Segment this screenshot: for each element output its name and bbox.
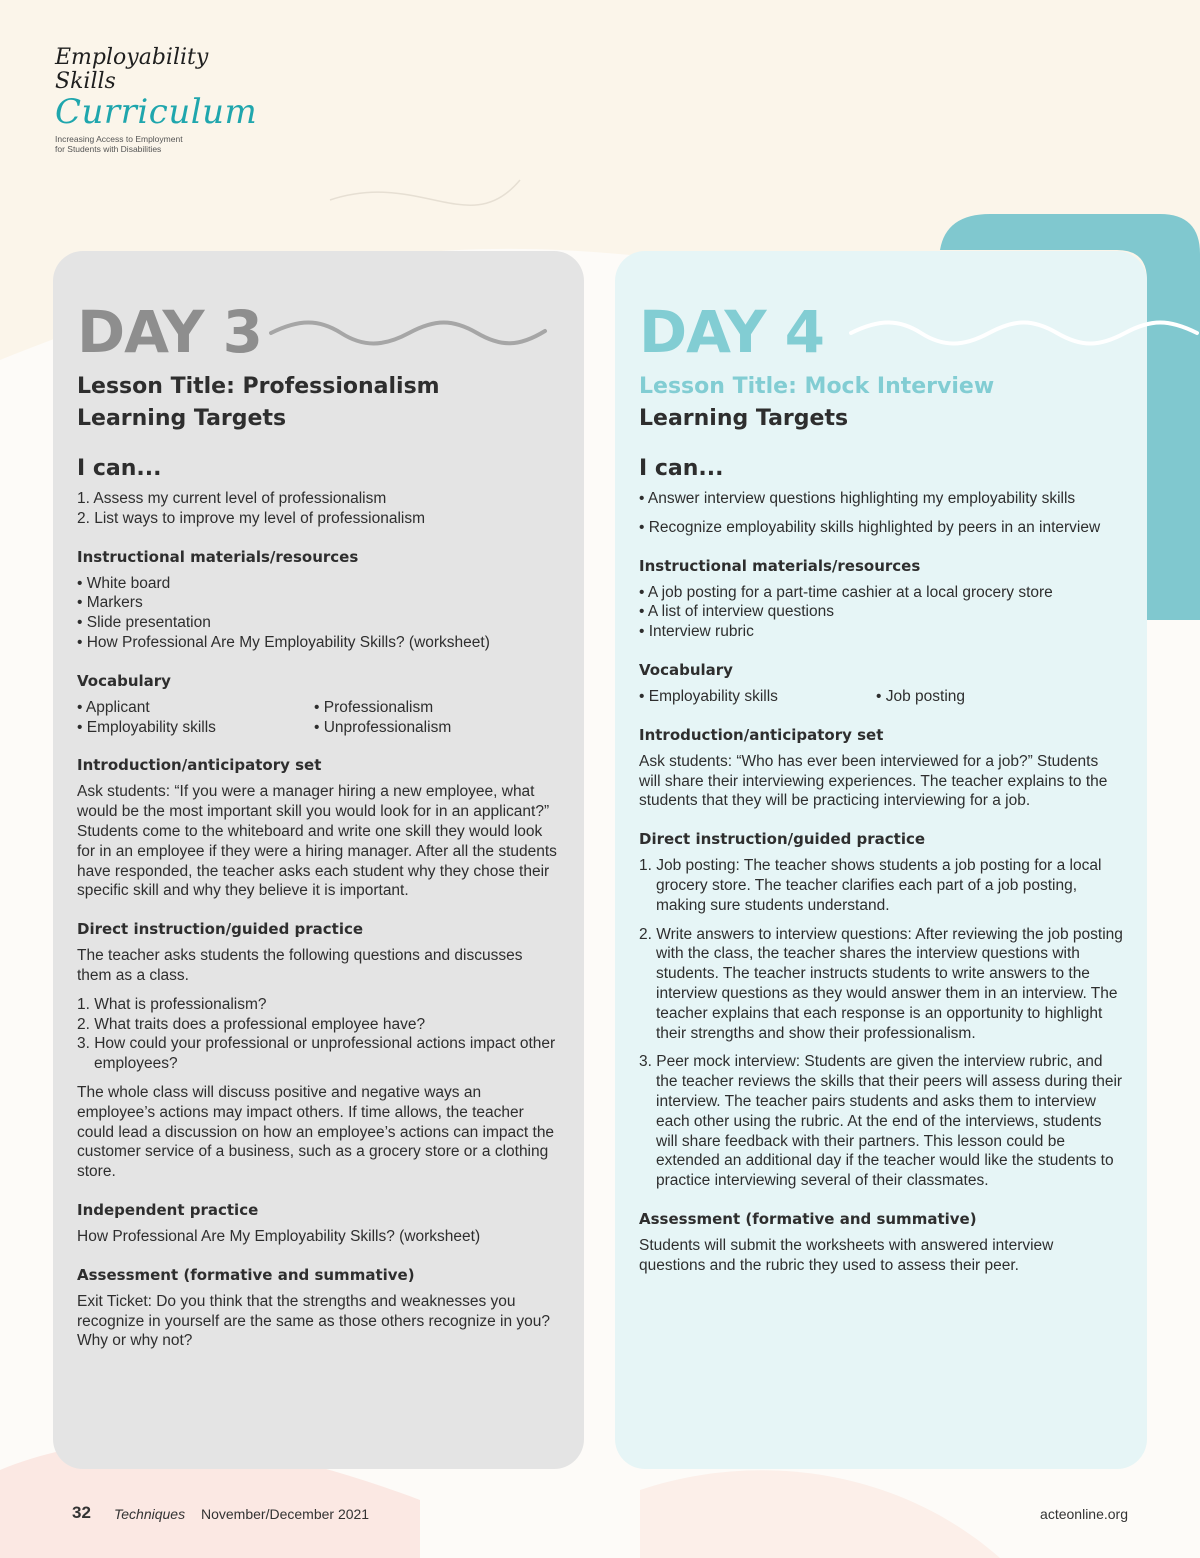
- day3-independent-text: How Professional Are My Employability Skills? (worksheet): [77, 1227, 481, 1245]
- day4-card: [615, 251, 1147, 1469]
- issue-date: November/December 2021: [201, 1506, 370, 1522]
- day3-direct-heading: Direct instruction/guided practice: [77, 920, 364, 939]
- day3-intro-text: Ask students: “If you were a manager hiring a new employee, what would be the most important skill you would look for in an applicant?” Students come to the whiteboard and write one skill they would look for in an employee if they were a hiring manager. After all the students have responded, the teacher asks each student why they chose their specific skill and why they believe it is important.: [77, 783, 557, 900]
- day4-lesson-title: Lesson Title: Mock Interview: [639, 374, 995, 399]
- logo-tagline: Increasing Access to Employment for Students with Disabilities: [55, 134, 183, 154]
- day3-lesson-title: Lesson Title: Professionalism: [77, 374, 440, 399]
- day4-assessment-heading: Assessment (formative and summative): [639, 1209, 977, 1228]
- list-item: 2. What traits does a professional employee have?: [77, 1015, 426, 1033]
- list-item: 2. Write answers to interview questions: After reviewing the job posting with the class, the teacher shares the interview questions with students. The teacher instructs students to write answers to the interview questions as they would answer them in an interview. The teacher explains that each response is an opportunity to highlight their strengths and show their professionalism.: [639, 925, 1123, 1042]
- squiggle-decoration: [269, 317, 549, 347]
- list-item: • White board: [77, 574, 171, 592]
- day3-learning-targets: Learning Targets: [77, 406, 287, 431]
- page-footer: [72, 1503, 1128, 1529]
- day4-direct-heading: Direct instruction/guided practice: [639, 830, 926, 849]
- list-item: 2. List ways to improve my level of professionalism: [77, 509, 426, 527]
- list-item: • Employability skills: [77, 718, 216, 736]
- logo-line1: Employability Skills: [55, 45, 209, 94]
- list-item: • Applicant: [77, 698, 150, 716]
- day4-assessment-text: Students will submit the worksheets with answered interview questions and the rubric they used to assess their peer.: [639, 1236, 1054, 1274]
- list-item: 1. Job posting: The teacher shows students a job posting for a local grocery store. The teacher clarifies each part of a job posting, making sure students understand.: [639, 857, 1102, 914]
- day3-direct-text: The teacher asks students the following questions and discusses them as a class.: [77, 947, 523, 984]
- day4-vocab-heading: Vocabulary: [639, 660, 733, 679]
- squiggle-decoration: [849, 317, 1199, 347]
- day3-independent-heading: Independent practice: [77, 1200, 259, 1219]
- day3-direct-text2: The whole class will discuss positive and negative ways an employee’s actions may impact others. If time allows, the teacher could lead a discussion on how an employee’s actions can impact the customer service of a business, such as a grocery store or a clothing store.: [77, 1083, 555, 1181]
- list-item: • Unprofessionalism: [314, 718, 452, 736]
- day4-ican: I can...: [639, 456, 724, 481]
- list-item: 1. Assess my current level of professionalism: [77, 490, 387, 507]
- curriculum-logo: [55, 46, 275, 154]
- list-item: • A job posting for a part-time cashier at a local grocery store: [639, 583, 1053, 601]
- list-item: • Markers: [77, 594, 143, 612]
- list-item: • Job posting: [876, 687, 966, 705]
- day3-assessment-text: Exit Ticket: Do you think that the strengths and weaknesses you recognize in yourself are the same as those others recognize in you? Why or why not?: [77, 1292, 551, 1350]
- day3-materials-heading: Instructional materials/resources: [77, 547, 359, 566]
- list-item: 3. Peer mock interview: Students are given the interview rubric, and the teacher reviews the skills that their peers will assess during their interview. The teacher pairs students and asks them to interview each other using the rubric. At the end of the interviews, students will share feedback with their partners. This lesson could be extended an additional day if the teacher would like the students to practice interviewing several of their classmates.: [639, 1053, 1123, 1190]
- day3-title: DAY 3: [77, 298, 263, 366]
- page-number: 32: [72, 1503, 91, 1522]
- website-link[interactable]: acteonline.org: [1040, 1506, 1128, 1522]
- day4-intro-heading: Introduction/anticipatory set: [639, 725, 884, 744]
- list-item: • Answer interview questions highlighting my employability skills: [639, 490, 1076, 507]
- day4-title: DAY 4: [639, 298, 825, 366]
- day3-intro-heading: Introduction/anticipatory set: [77, 756, 322, 775]
- list-item: 3. How could your professional or unprofessional actions impact other employees?: [77, 1035, 556, 1073]
- list-item: • Slide presentation: [77, 614, 211, 632]
- magazine-name: Techniques: [114, 1506, 186, 1522]
- day3-ican: I can...: [77, 456, 162, 481]
- list-item: • How Professional Are My Employability Skills? (worksheet): [77, 633, 490, 651]
- day3-card: [53, 251, 584, 1469]
- day4-intro-text: Ask students: “Who has ever been interviewed for a job?” Students will share their interviewing experiences. The teacher explains to the students that they will be practicing interviewing for a job.: [639, 752, 1108, 810]
- day4-materials-heading: Instructional materials/resources: [639, 556, 921, 575]
- list-item: • Employability skills: [639, 687, 778, 705]
- list-item: • A list of interview questions: [639, 603, 834, 621]
- list-item: • Recognize employability skills highlighted by peers in an interview: [639, 518, 1101, 536]
- list-item: • Interview rubric: [639, 623, 754, 641]
- day3-vocab-list: [77, 698, 560, 738]
- day3-assessment-heading: Assessment (formative and summative): [77, 1265, 415, 1284]
- day4-vocab-list: [639, 687, 1123, 707]
- list-item: • Professionalism: [314, 698, 434, 716]
- logo-line2: Curriculum: [55, 92, 258, 132]
- list-item: 1. What is professionalism?: [77, 995, 267, 1013]
- day3-vocab-heading: Vocabulary: [77, 671, 171, 690]
- day4-learning-targets: Learning Targets: [639, 406, 849, 431]
